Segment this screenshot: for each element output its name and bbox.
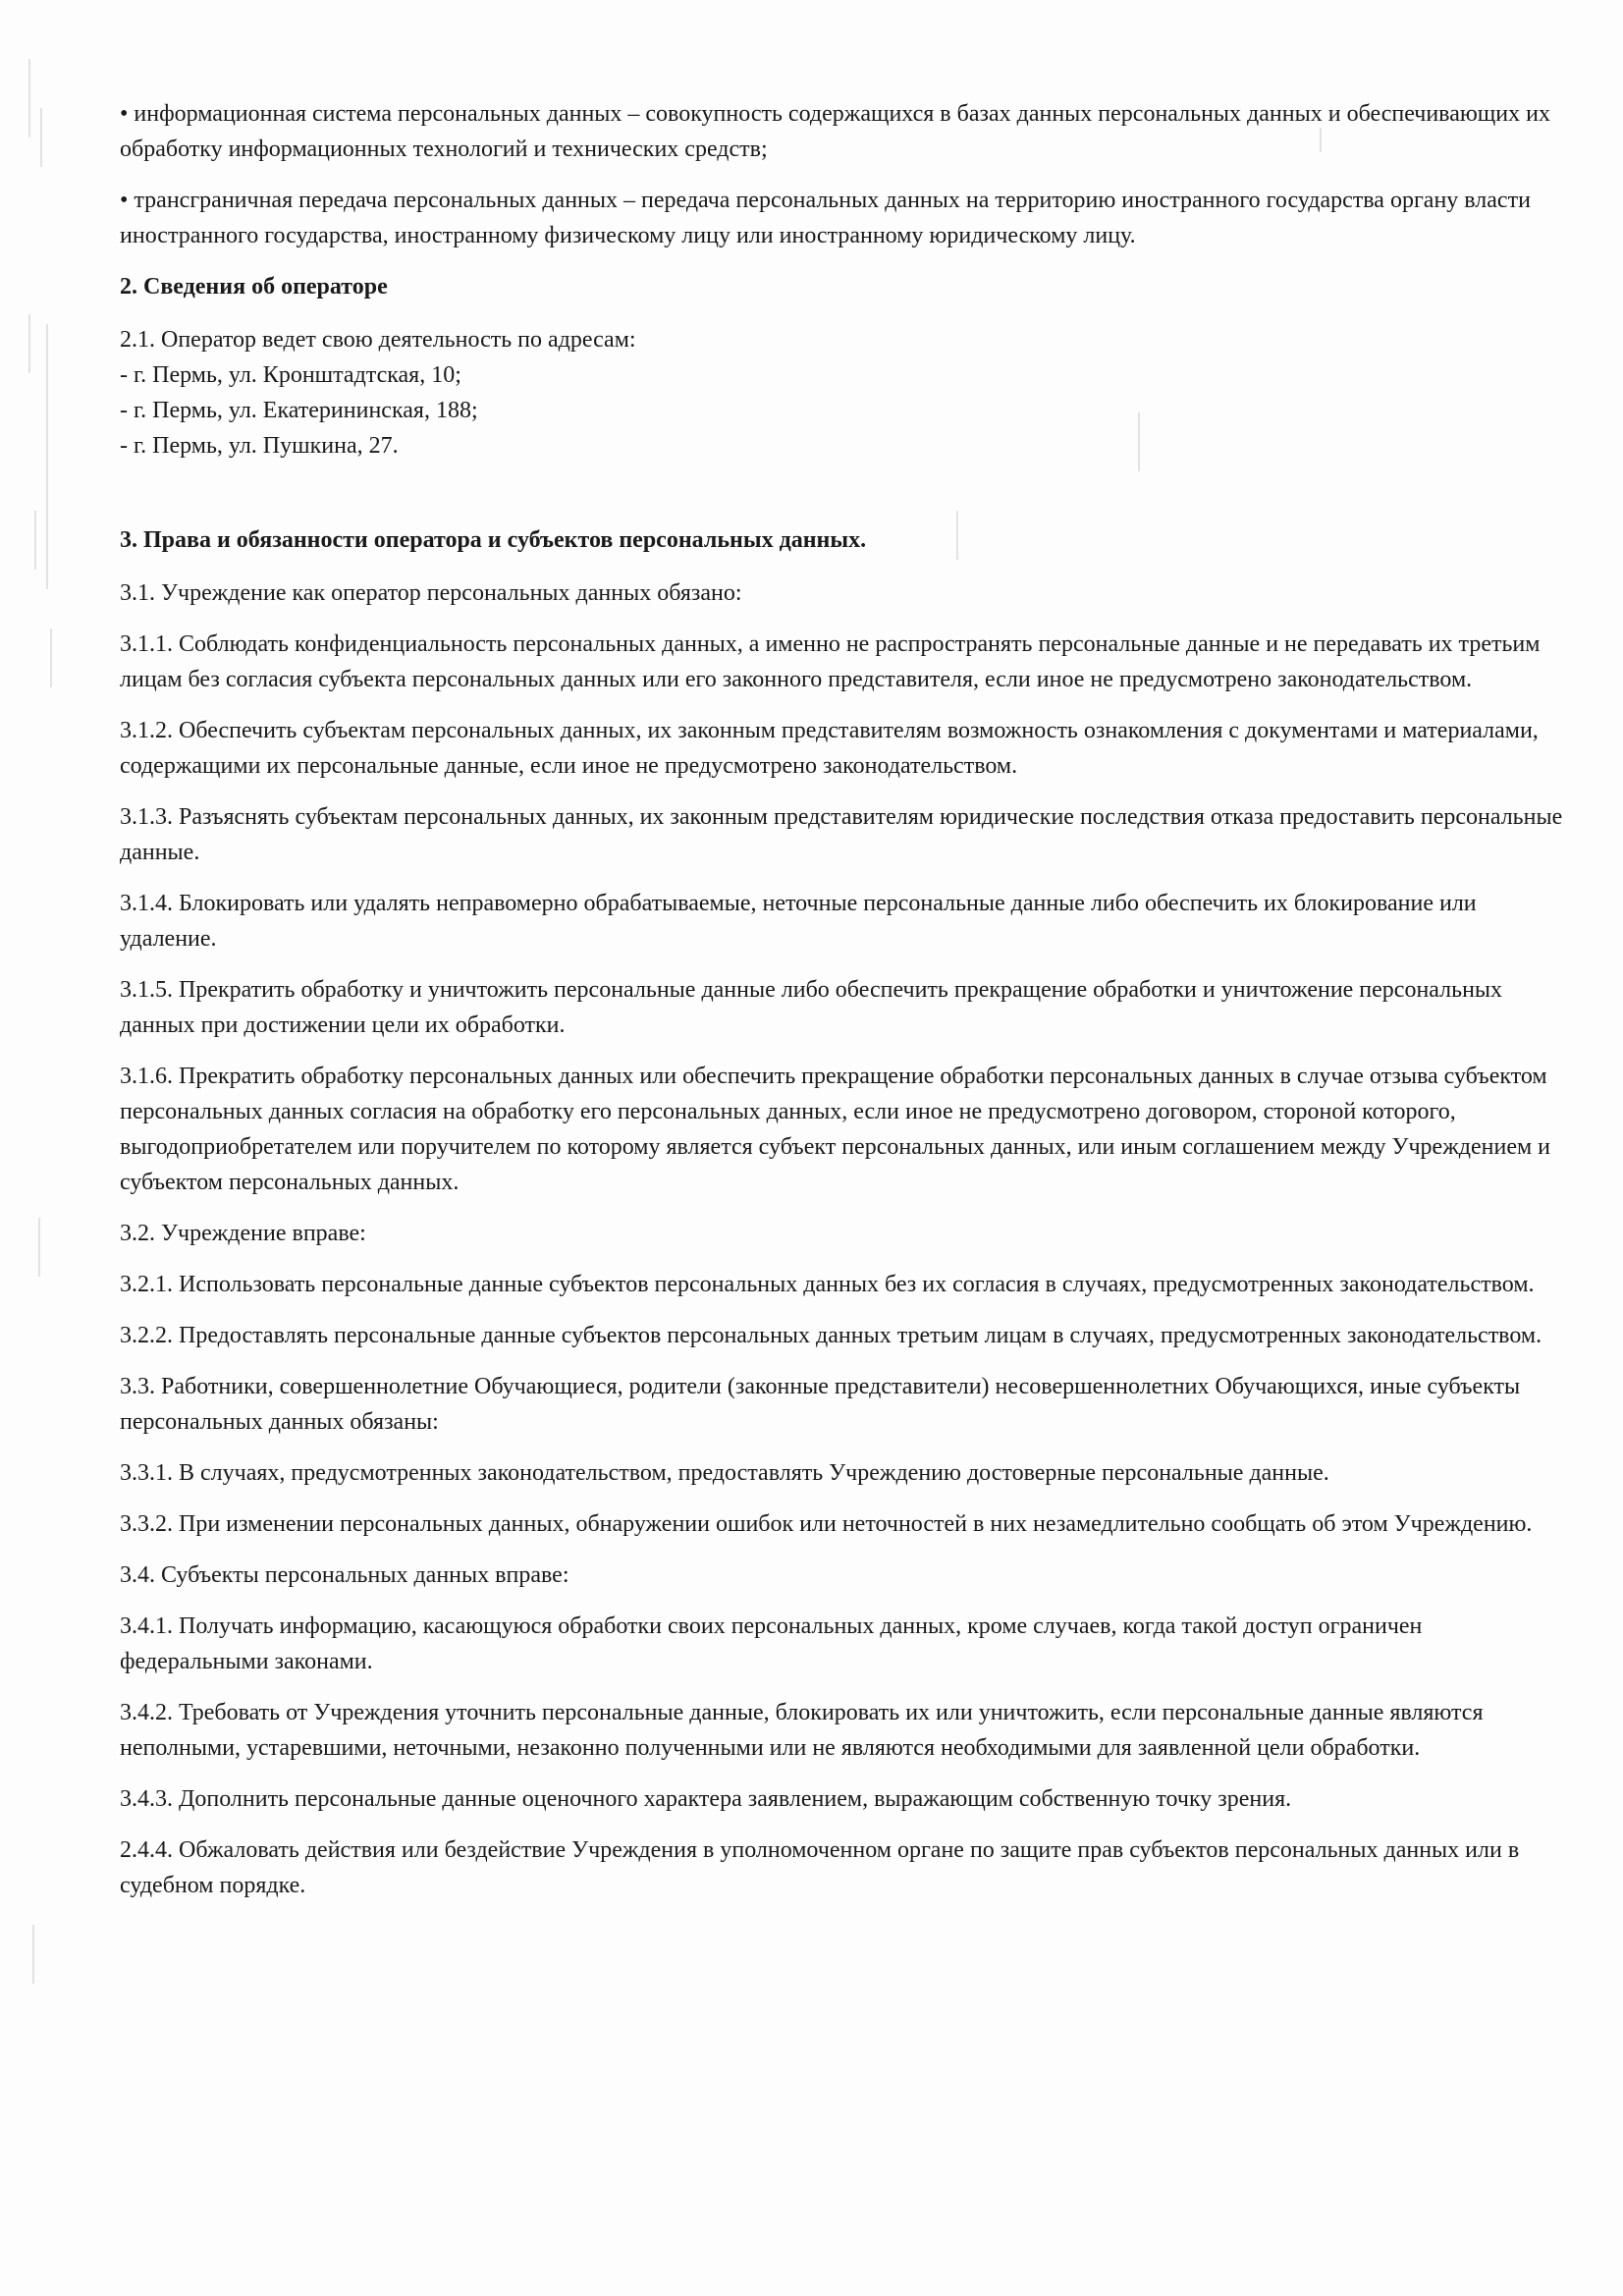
addresses-intro: 2.1. Оператор ведет свою деятельность по адресам: [120,327,636,353]
clause-3-1-6: 3.1.6. Прекратить обработку персональных данных или обеспечить прекращение обработки персональных данных в случае отзыва субъектом персональных данных согласия на обработку его персональных данных, если иное не предусмотрено договором, стороной которого, выгодоприобретателем или поручителем по которому является субъект персональных данных, или иным соглашением между Учреждением и субъектом персональных данных. [120,1064,1551,1195]
definition-information-system: • информационная система персональных данных – совокупность содержащихся в базах данных персональных данных и обеспечивающих их обработку информационных технологий и технических средств; [120,101,1550,162]
clause-3-3: 3.3. Работники, совершеннолетние Обучающиеся, родители (законные представители) несовершеннолетних Обучающихся, иные субъекты персональных данных обязаны: [120,1374,1521,1435]
address-line: - г. Пермь, ул. Пушкина, 27. [120,433,399,459]
clause-3-1-4: 3.1.4. Блокировать или удалять неправомерно обрабатываемые, неточные персональные данные либо обеспечить их блокирование или удаление. [120,891,1477,952]
clause-3-1-2: 3.1.2. Обеспечить субъектам персональных данных, их законным представителям возможность ознакомления с документами и материалами, содержащими их персональные данные, если иное не предусмотрено законодательством. [120,718,1539,779]
clause-3-2-2: 3.2.2. Предоставлять персональные данные субъектов персональных данных третьим лицам в случаях, предусмотренных законодательством. [120,1323,1542,1348]
clause-2-4-4: 2.4.4. Обжаловать действия или бездействие Учреждения в уполномоченном органе по защите прав субъектов персональных данных или в судебном порядке. [120,1837,1520,1898]
operator-addresses [120,322,1563,464]
clause-3-4-1: 3.4.1. Получать информацию, касающуюся обработки своих персональных данных, кроме случаев, когда такой доступ ограничен федеральными законами. [120,1613,1423,1674]
document-body [120,96,1563,1903]
section-2-heading: 2. Сведения об операторе [120,274,388,300]
address-line: - г. Пермь, ул. Кронштадтская, 10; [120,362,461,388]
clause-3-1-1: 3.1.1. Соблюдать конфиденциальность персональных данных, а именно не распространять персональные данные и не передавать их третьим лицам без согласия субъекта персональных данных или его законного представителя, если иное не предусмотрено законодательством. [120,631,1541,692]
clause-3-1-5: 3.1.5. Прекратить обработку и уничтожить персональные данные либо обеспечить прекращение обработки и уничтожение персональных данных при достижении цели их обработки. [120,977,1503,1038]
section-3-heading: 3. Права и обязанности оператора и субъектов персональных данных. [120,527,867,553]
clause-3-2: 3.2. Учреждение вправе: [120,1221,366,1246]
clause-3-3-2: 3.3.2. При изменении персональных данных, обнаружении ошибок или неточностей в них незамедлительно сообщать об этом Учреждению. [120,1511,1533,1537]
clause-3-1: 3.1. Учреждение как оператор персональных данных обязано: [120,580,742,606]
clause-3-3-1: 3.3.1. В случаях, предусмотренных законодательством, предоставлять Учреждению достоверные персональные данные. [120,1460,1329,1486]
clause-3-2-1: 3.2.1. Использовать персональные данные субъектов персональных данных без их согласия в случаях, предусмотренных законодательством. [120,1272,1535,1297]
clause-3-4-3: 3.4.3. Дополнить персональные данные оценочного характера заявлением, выражающим собственную точку зрения. [120,1786,1292,1812]
clause-3-1-3: 3.1.3. Разъяснять субъектам персональных данных, их законным представителям юридические последствия отказа предоставить персональные данные. [120,804,1563,865]
address-line: - г. Пермь, ул. Екатерининская, 188; [120,398,478,423]
clause-3-4-2: 3.4.2. Требовать от Учреждения уточнить персональные данные, блокировать их или уничтожить, если персональные данные являются неполными, устаревшими, неточными, незаконно полученными или не являются необходимыми для заявленной цели обработки. [120,1700,1484,1761]
definition-cross-border-transfer: • трансграничная передача персональных данных – передача персональных данных на территорию иностранного государства органу власти иностранного государства, иностранному физическому лицу или иностранному юридическому лицу. [120,188,1531,248]
clause-3-4: 3.4. Субъекты персональных данных вправе: [120,1562,569,1588]
